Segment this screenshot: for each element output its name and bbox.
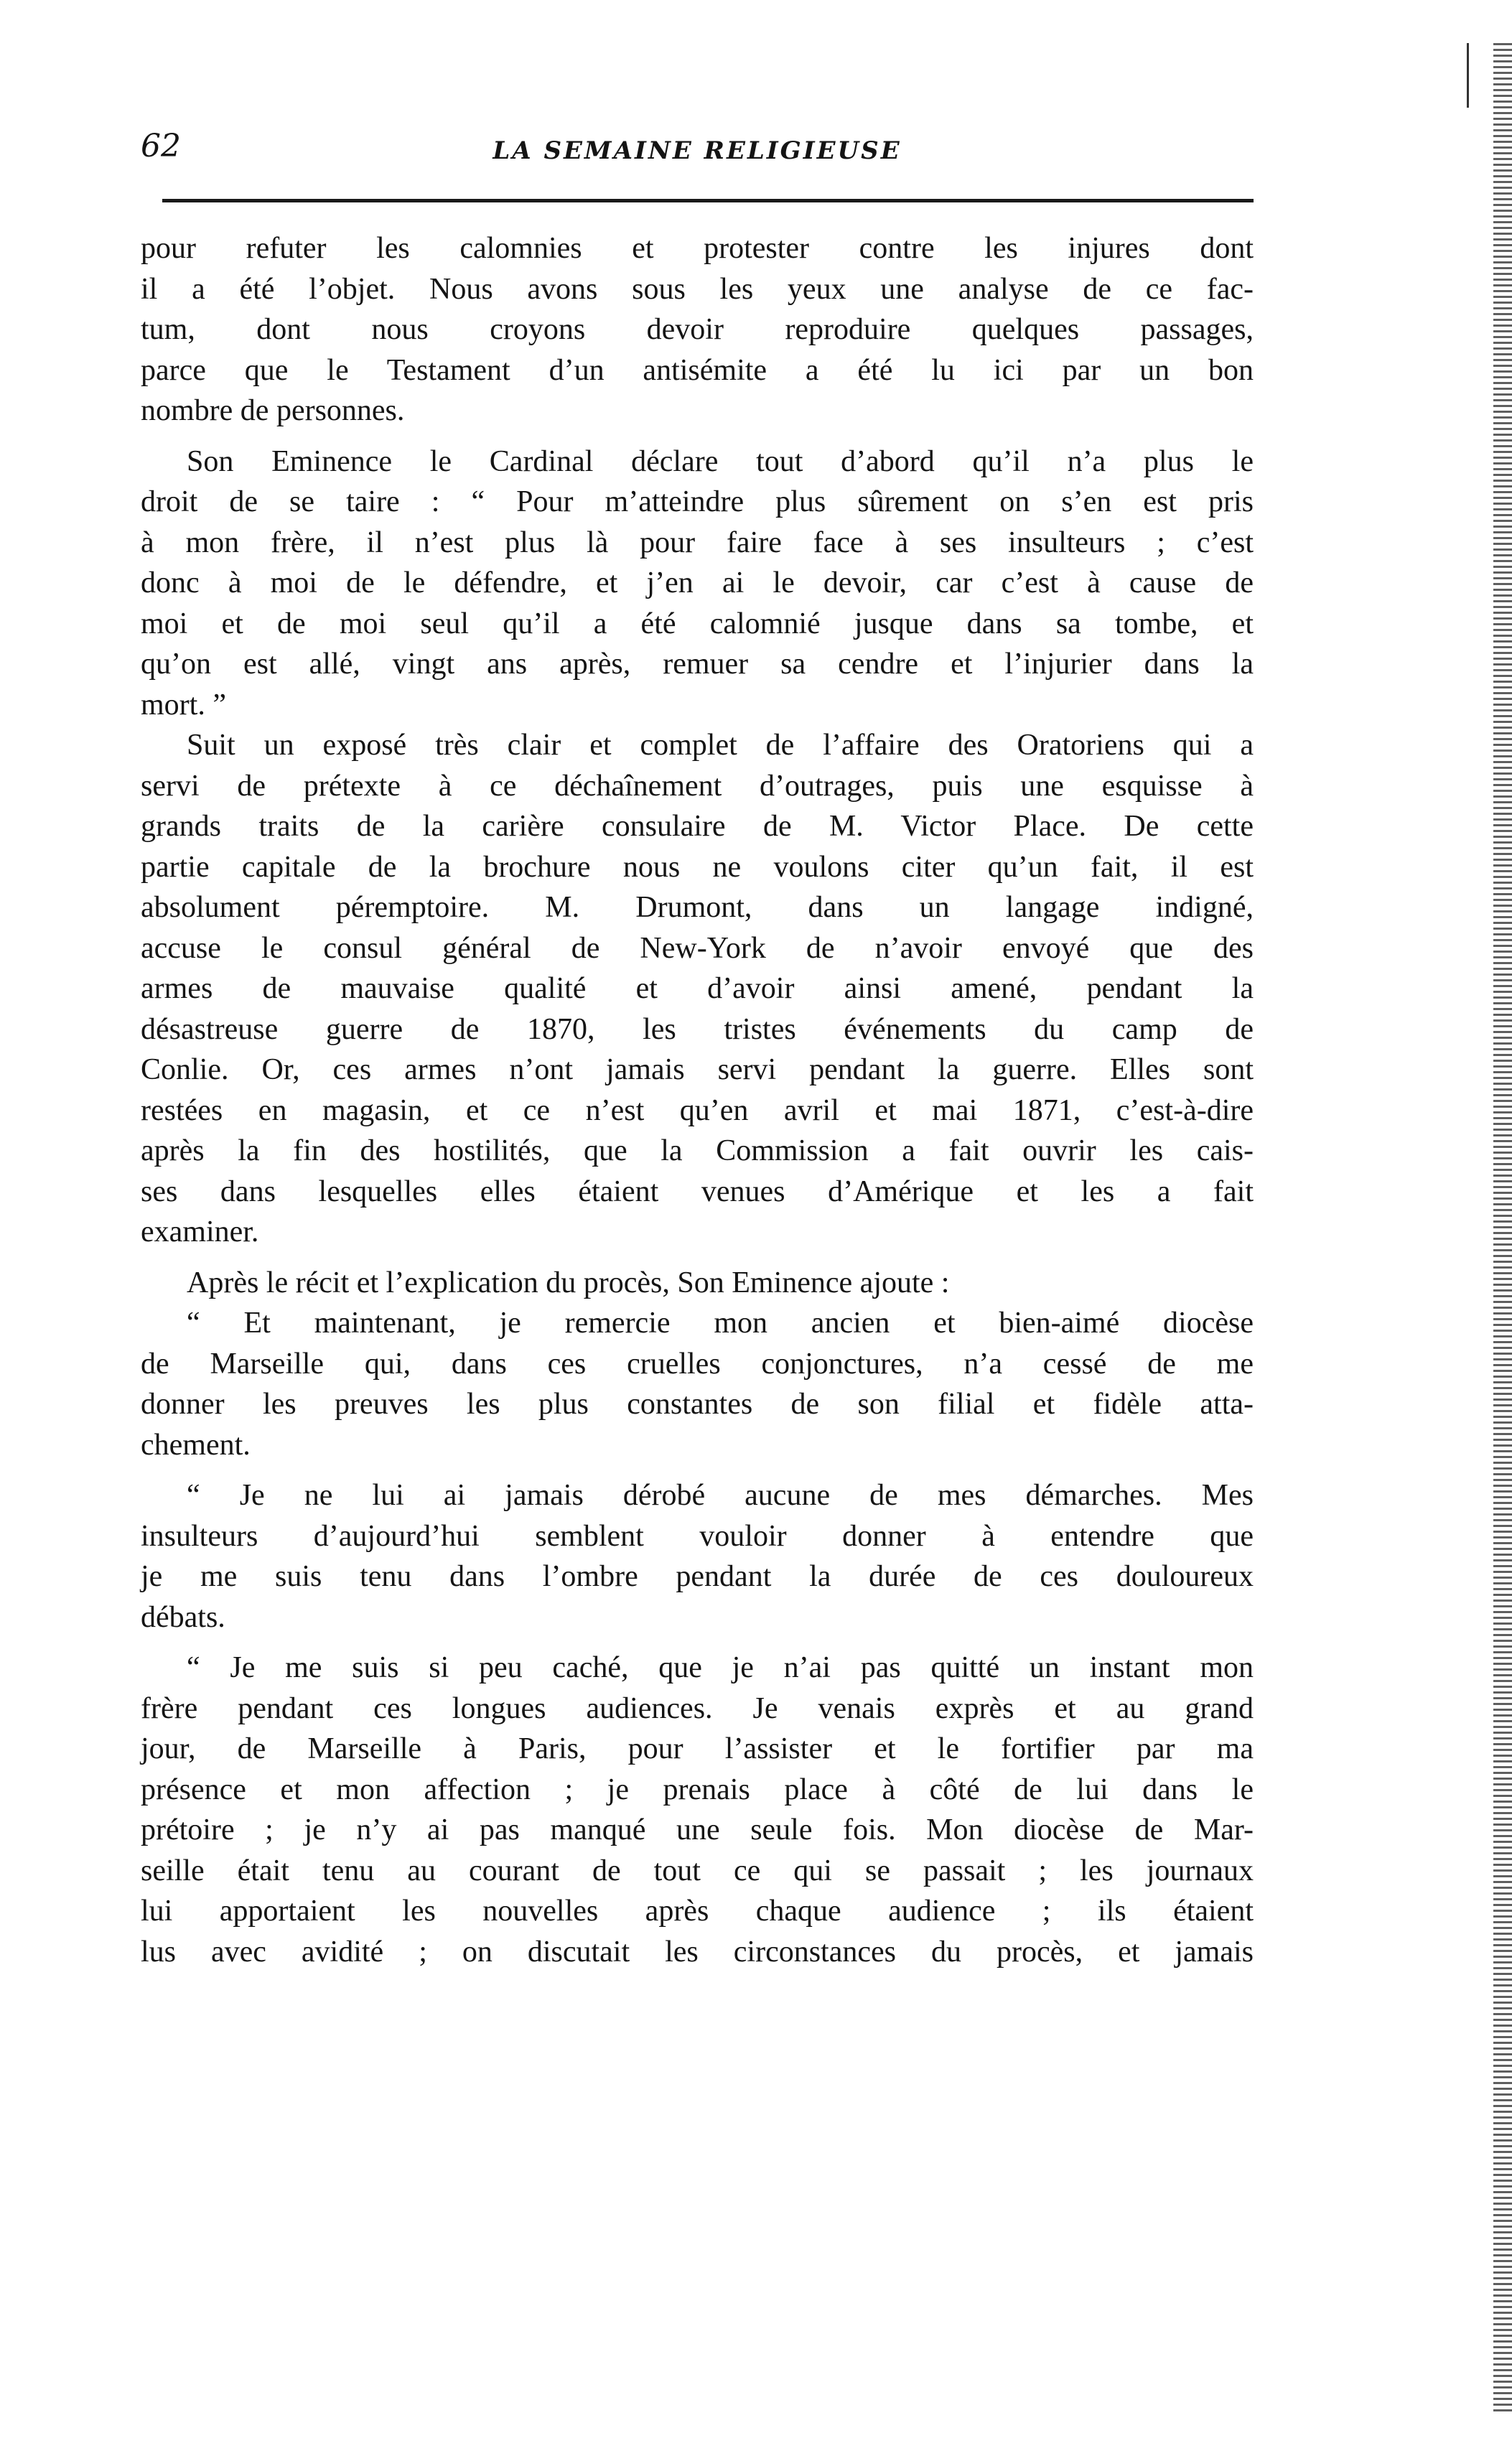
text-line: accuse le consul général de New-York de n’avoir envoyé que des (141, 931, 1254, 965)
paragraph-gap (141, 1465, 1254, 1475)
text-line: “ Je ne lui ai jamais dérobé aucune de mes démarches. Mes (187, 1479, 1254, 1512)
text-line: mort. ” (141, 688, 226, 722)
scan-edge-artifact (1493, 43, 1512, 2412)
text-line: après la fin des hostilités, que la Commission a fait ouvrir les cais- (141, 1134, 1254, 1167)
text-line: “ Et maintenant, je remercie mon ancien et bien-aimé diocèse (187, 1307, 1254, 1340)
text-line: servi de prétexte à ce déchaînement d’outrages, puis une esquisse à (141, 769, 1254, 803)
text-line: absolument péremptoire. M. Drumont, dans un langage indigné, (141, 891, 1254, 924)
page-number: 62 (141, 128, 181, 164)
body-text (141, 228, 1254, 1972)
text-line: droit de se taire : “ Pour m’atteindre plus sûrement on s’en est pris (141, 485, 1254, 518)
text-line: chement. (141, 1428, 251, 1462)
text-line: donner les preuves les plus constantes de son filial et fidèle atta- (141, 1388, 1254, 1421)
text-line: débats. (141, 1600, 225, 1634)
text-line: grands traits de la carière consulaire de M. Victor Place. De cette (141, 810, 1254, 843)
page-header (141, 128, 1254, 178)
text-line: “ Je me suis si peu caché, que je n’ai pas quitté un instant mon (187, 1651, 1254, 1684)
text-line: il a été l’objet. Nous avons sous les yeux une analyse de ce fac- (141, 272, 1254, 306)
text-line: désastreuse guerre de 1870, les tristes événements du camp de (141, 1012, 1254, 1046)
text-line: Son Eminence le Cardinal déclare tout d’abord qu’il n’a plus le (187, 444, 1254, 478)
running-title: LA SEMAINE RELIGIEUSE (493, 136, 902, 165)
text-line: lus avec avidité ; on discutait les circonstances du procès, et jamais (141, 1935, 1254, 1969)
header-rule (162, 199, 1254, 202)
text-line: lui apportaient les nouvelles après chaque audience ; ils étaient (141, 1895, 1254, 1928)
text-line: parce que le Testament d’un antisémite a été lu ici par un bon (141, 353, 1254, 387)
text-line: restées en magasin, et ce n’est qu’en avril et mai 1871, c’est-à-dire (141, 1093, 1254, 1127)
text-line: armes de mauvaise qualité et d’avoir ainsi amené, pendant la (141, 972, 1254, 1005)
text-line: insulteurs d’aujourd’hui semblent vouloir donner à entendre que (141, 1519, 1254, 1553)
text-line: jour, de Marseille à Paris, pour l’assister et le fortifier par ma (141, 1732, 1254, 1765)
text-line: Suit un exposé très clair et complet de l’affaire des Oratoriens qui a (187, 729, 1254, 762)
paragraph-gap (141, 431, 1254, 442)
text-line: nombre de personnes. (141, 394, 405, 427)
text-line: tum, dont nous croyons devoir reproduire quelques passages, (141, 313, 1254, 346)
text-line: Après le récit et l’explication du procès, Son Eminence ajoute : (187, 1266, 950, 1299)
text-line: prétoire ; je n’y ai pas manqué une seule fois. Mon diocèse de Mar- (141, 1813, 1254, 1846)
text-line: pour refuter les calomnies et protester contre les injures dont (141, 232, 1254, 265)
text-line: examiner. (141, 1215, 259, 1248)
paragraph-gap (141, 1638, 1254, 1648)
text-line: partie capitale de la brochure nous ne voulons citer qu’un fait, il est (141, 850, 1254, 884)
scan-edge-artifact-top (1467, 43, 1469, 108)
text-line: à mon frère, il n’est plus là pour faire face à ses insulteurs ; c’est (141, 526, 1254, 559)
text-line: je me suis tenu dans l’ombre pendant la durée de ces douloureux (141, 1560, 1254, 1593)
paragraph-gap (141, 1253, 1254, 1263)
text-line: Conlie. Or, ces armes n’ont jamais servi pendant la guerre. Elles sont (141, 1053, 1254, 1086)
text-line: donc à moi de le défendre, et j’en ai le devoir, car c’est à cause de (141, 566, 1254, 599)
text-line: qu’on est allé, vingt ans après, remuer sa cendre et l’injurier dans la (141, 648, 1254, 681)
text-line: présence et mon affection ; je prenais place à côté de lui dans le (141, 1773, 1254, 1806)
text-line: de Marseille qui, dans ces cruelles conjonctures, n’a cessé de me (141, 1347, 1254, 1381)
text-line: frère pendant ces longues audiences. Je venais exprès et au grand (141, 1691, 1254, 1725)
text-line: seille était tenu au courant de tout ce qui se passait ; les journaux (141, 1854, 1254, 1887)
text-line: ses dans lesquelles elles étaient venues d’Amérique et les a fait (141, 1175, 1254, 1208)
text-line: moi et de moi seul qu’il a été calomnié jusque dans sa tombe, et (141, 607, 1254, 640)
